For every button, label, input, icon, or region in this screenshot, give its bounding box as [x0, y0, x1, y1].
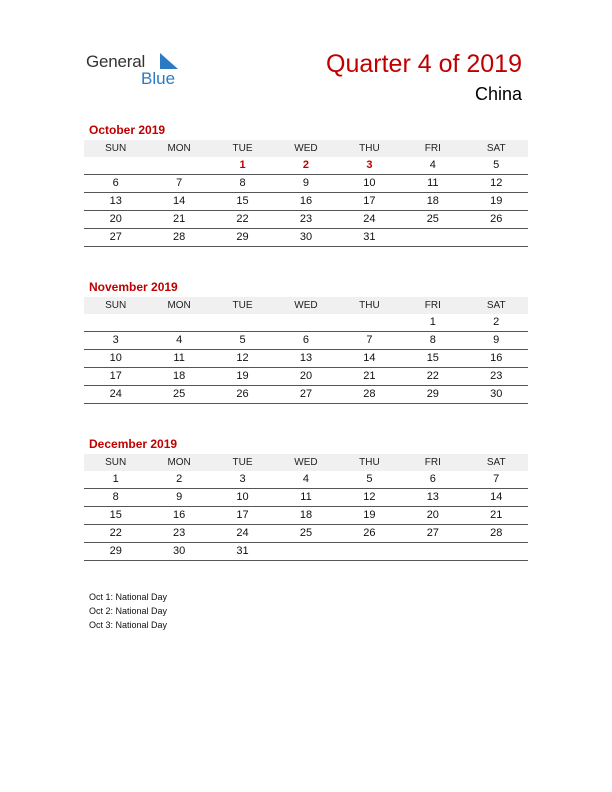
day-cell: 30 — [173, 545, 186, 557]
empty-day-cell — [401, 543, 464, 560]
page-title: Quarter 4 of 2019 — [326, 50, 522, 78]
weekday-header-tue: TUE — [232, 457, 253, 468]
day-cell: 2 — [493, 316, 500, 328]
week-row — [84, 489, 528, 507]
empty-day-cell — [84, 157, 147, 174]
weekday-header-mon: MON — [167, 457, 191, 468]
day-cell: 3 — [239, 473, 246, 485]
month-december — [84, 436, 528, 561]
day-cell: 11 — [300, 491, 312, 503]
day-cell: 12 — [236, 352, 249, 364]
day-cell: 22 — [426, 370, 439, 382]
blue-flag-triangle-icon — [160, 53, 178, 69]
day-cell: 25 — [173, 388, 186, 400]
week-row — [84, 175, 528, 193]
day-cell: 29 — [426, 388, 439, 400]
day-cell: 17 — [109, 370, 122, 382]
day-cell: 27 — [426, 527, 439, 539]
weekday-header-wed: WED — [294, 143, 318, 154]
day-cell: 26 — [236, 388, 249, 400]
weekday-header-thu: THU — [359, 143, 380, 154]
holiday-notes — [89, 590, 167, 632]
empty-day-cell — [401, 229, 464, 246]
empty-day-cell — [338, 543, 401, 560]
empty-day-cell — [465, 543, 528, 560]
week-row — [84, 543, 528, 561]
day-cell: 2 — [176, 473, 183, 485]
empty-day-cell — [147, 157, 210, 174]
day-cell: 3 — [112, 334, 119, 346]
day-cell: 7 — [176, 177, 183, 189]
holiday-day-cell: 1 — [239, 159, 246, 171]
weekday-header-sun: SUN — [105, 300, 127, 311]
empty-day-cell — [274, 543, 337, 560]
logo-text-general: General — [86, 52, 146, 71]
month-title: November 2019 — [89, 280, 178, 294]
week-row — [84, 332, 528, 350]
day-cell: 14 — [363, 352, 376, 364]
weekday-header-thu: THU — [359, 300, 380, 311]
day-cell: 7 — [366, 334, 373, 346]
day-cell: 14 — [173, 195, 186, 207]
day-cell: 23 — [490, 370, 503, 382]
day-cell: 6 — [429, 473, 436, 485]
day-cell: 5 — [366, 473, 373, 485]
weekday-header-sat: SAT — [486, 300, 506, 311]
day-cell: 8 — [239, 177, 246, 189]
weekday-header-sun: SUN — [105, 143, 127, 154]
day-cell: 16 — [490, 352, 503, 364]
day-cell: 11 — [173, 352, 185, 364]
week-row — [84, 157, 528, 175]
day-cell: 11 — [427, 177, 439, 189]
day-cell: 8 — [112, 491, 119, 503]
day-cell: 20 — [426, 509, 439, 521]
day-cell: 6 — [112, 177, 119, 189]
weekday-header-row — [84, 297, 528, 314]
day-cell: 23 — [299, 213, 313, 225]
weekday-header-wed: WED — [294, 457, 318, 468]
day-cell: 4 — [302, 473, 310, 485]
month-october — [84, 122, 528, 247]
day-cell: 26 — [490, 213, 503, 225]
day-cell: 13 — [109, 195, 122, 207]
day-cell: 25 — [426, 213, 439, 225]
holiday-note: Oct 3: National Day — [89, 620, 168, 630]
day-cell: 4 — [176, 334, 183, 346]
month-title: October 2019 — [89, 123, 166, 137]
generalblue-logo — [86, 52, 196, 92]
empty-day-cell — [147, 314, 210, 331]
weekday-header-mon: MON — [167, 300, 191, 311]
day-cell: 21 — [490, 509, 503, 521]
day-cell: 9 — [302, 177, 310, 189]
holiday-note: Oct 2: National Day — [89, 606, 168, 616]
day-cell: 12 — [490, 177, 503, 189]
day-cell: 27 — [109, 231, 122, 243]
day-cell: 29 — [236, 231, 249, 243]
day-cell: 13 — [299, 352, 313, 364]
empty-day-cell — [465, 229, 528, 246]
empty-day-cell — [338, 314, 401, 331]
day-cell: 7 — [493, 473, 500, 485]
weekday-header-tue: TUE — [232, 143, 253, 154]
logo-text-blue: Blue — [141, 69, 176, 88]
day-cell: 28 — [363, 388, 376, 400]
day-cell: 27 — [299, 388, 313, 400]
day-cell: 6 — [302, 334, 310, 346]
day-cell: 21 — [363, 370, 376, 382]
month-november — [84, 279, 528, 404]
holiday-note: Oct 1: National Day — [89, 592, 168, 602]
weekday-header-fri: FRI — [424, 143, 441, 154]
day-cell: 4 — [429, 159, 436, 171]
week-row — [84, 314, 528, 332]
weekday-header-fri: FRI — [424, 300, 441, 311]
day-cell: 5 — [239, 334, 246, 346]
week-row — [84, 211, 528, 229]
day-cell: 20 — [299, 370, 313, 382]
week-row — [84, 368, 528, 386]
day-cell: 12 — [363, 491, 376, 503]
day-cell: 19 — [363, 509, 376, 521]
day-cell: 24 — [363, 213, 376, 225]
day-cell: 18 — [299, 509, 313, 521]
week-row — [84, 386, 528, 404]
day-cell: 31 — [363, 231, 376, 243]
day-cell: 10 — [236, 491, 249, 503]
day-cell: 29 — [109, 545, 122, 557]
day-cell: 21 — [173, 213, 186, 225]
day-cell: 22 — [109, 527, 122, 539]
day-cell: 16 — [173, 509, 186, 521]
day-cell: 28 — [490, 527, 503, 539]
weekday-header-thu: THU — [359, 457, 380, 468]
holiday-day-cell: 2 — [302, 159, 310, 171]
day-cell: 1 — [112, 473, 119, 485]
day-cell: 20 — [109, 213, 122, 225]
day-cell: 8 — [429, 334, 436, 346]
week-row — [84, 193, 528, 211]
day-cell: 18 — [426, 195, 439, 207]
empty-day-cell — [211, 314, 274, 331]
day-cell: 24 — [109, 388, 122, 400]
day-cell: 15 — [426, 352, 439, 364]
day-cell: 17 — [236, 509, 249, 521]
day-cell: 19 — [490, 195, 503, 207]
day-cell: 30 — [490, 388, 503, 400]
weekday-header-row — [84, 140, 528, 157]
day-cell: 1 — [429, 316, 436, 328]
day-cell: 23 — [173, 527, 186, 539]
day-cell: 25 — [299, 527, 313, 539]
weekday-header-sat: SAT — [486, 143, 506, 154]
holiday-day-cell: 3 — [366, 159, 373, 171]
day-cell: 22 — [236, 213, 249, 225]
week-row — [84, 229, 528, 247]
weekday-header-tue: TUE — [232, 300, 253, 311]
day-cell: 18 — [173, 370, 186, 382]
day-cell: 16 — [299, 195, 313, 207]
day-cell: 31 — [236, 545, 249, 557]
country-name: China — [474, 84, 522, 104]
weekday-header-sat: SAT — [486, 457, 506, 468]
month-title: December 2019 — [89, 437, 178, 451]
day-cell: 10 — [363, 177, 376, 189]
day-cell: 10 — [109, 352, 122, 364]
week-row — [84, 471, 528, 489]
day-cell: 5 — [493, 159, 500, 171]
week-row — [84, 507, 528, 525]
day-cell: 19 — [236, 370, 249, 382]
week-row — [84, 525, 528, 543]
day-cell: 14 — [490, 491, 503, 503]
day-cell: 13 — [426, 491, 439, 503]
day-cell: 24 — [236, 527, 249, 539]
day-cell: 30 — [299, 231, 313, 243]
empty-day-cell — [84, 314, 147, 331]
day-cell: 17 — [363, 195, 376, 207]
weekday-header-fri: FRI — [424, 457, 441, 468]
week-row — [84, 350, 528, 368]
weekday-header-mon: MON — [167, 143, 191, 154]
day-cell: 15 — [236, 195, 249, 207]
day-cell: 26 — [363, 527, 376, 539]
day-cell: 28 — [173, 231, 186, 243]
empty-day-cell — [274, 314, 337, 331]
day-cell: 9 — [493, 334, 500, 346]
day-cell: 9 — [176, 491, 183, 503]
weekday-header-wed: WED — [294, 300, 318, 311]
day-cell: 15 — [109, 509, 122, 521]
weekday-header-sun: SUN — [105, 457, 127, 468]
weekday-header-row — [84, 454, 528, 471]
